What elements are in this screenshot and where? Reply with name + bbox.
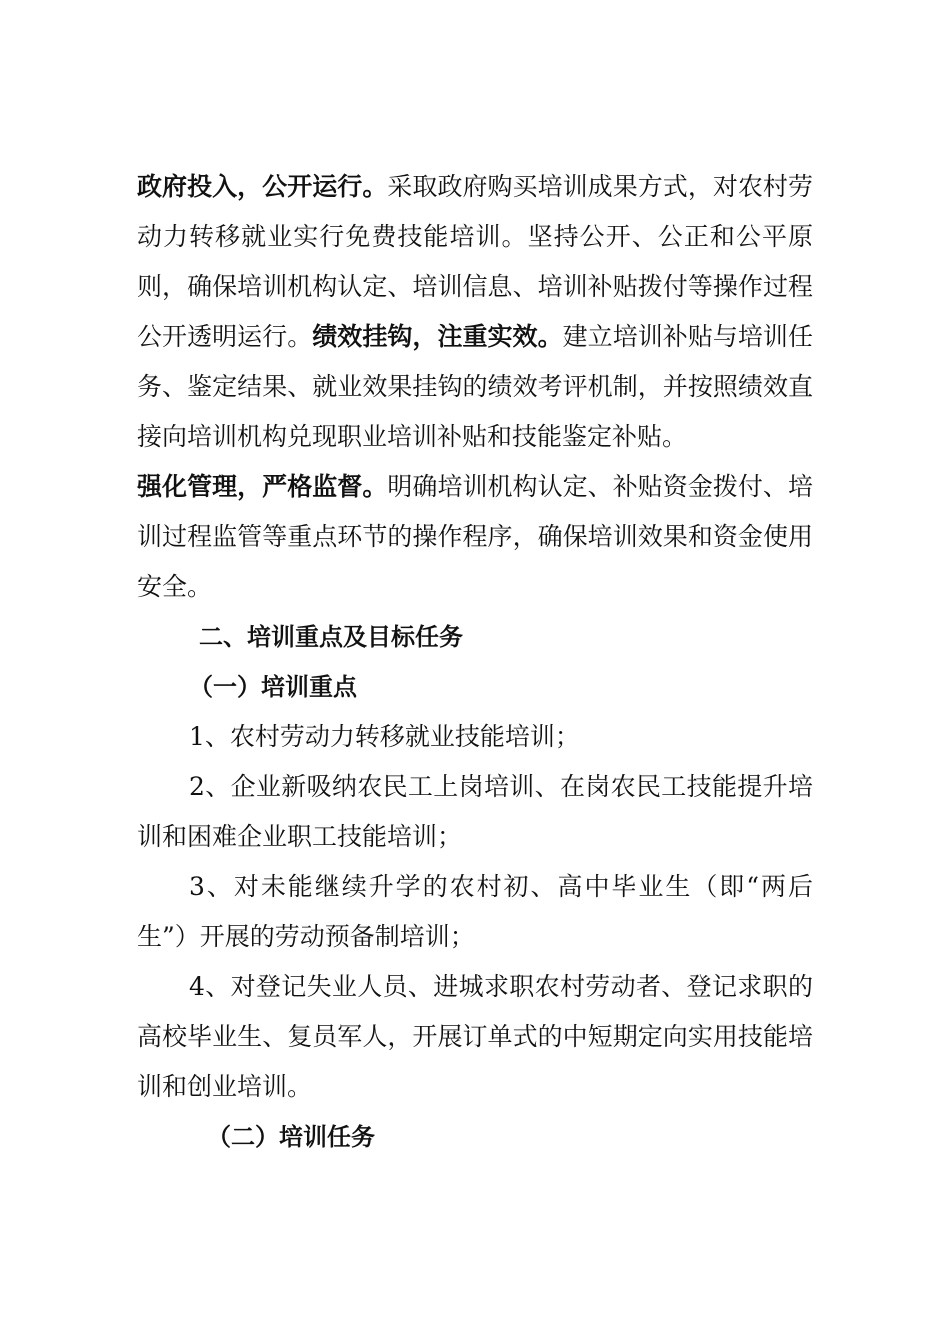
list-item: 2、企业新吸纳农民工上岗培训、在岗农民工技能提升培训和困难企业职工技能培训； (137, 772, 813, 851)
text-performance-link: 建立培训补贴与培训任务、鉴定结果、就业效果挂钩的绩效考评机制，并按照绩效直接向培训机构兑现职业培训补贴和技能鉴定补贴。 (137, 322, 813, 451)
lead-performance-link: 绩效挂钩，注重实效。 (312, 322, 563, 351)
text-strengthen-management: 明确培训机构认定、补贴资金拨付、培训过程监管等重点环节的操作程序，确保培训效果和资金使用安全。 (137, 472, 813, 601)
paragraph-principles (137, 162, 813, 462)
list-item: 1、农村劳动力转移就业技能培训； (189, 722, 580, 751)
list-item: 3、对未能继续升学的农村初、高中毕业生（即“两后生”）开展的劳动预备制培训； (137, 872, 813, 951)
lead-government-investment: 政府投入，公开运行。 (137, 172, 388, 201)
subsection-heading-tasks: （二）培训任务 (207, 1123, 375, 1151)
lead-strengthen-management: 强化管理，严格监督。 (137, 472, 388, 501)
section-heading-training-focus: 二、培训重点及目标任务 (199, 623, 463, 651)
text-government-investment: 采取政府购买培训成果方式，对农村劳动力转移就业实行免费技能培训。坚持公开、公正和公平原则，确保培训机构认定、培训信息、培训补贴拨付等操作过程公开透明运行。 (137, 172, 813, 351)
paragraph-supervision (137, 462, 813, 612)
document-body (137, 162, 813, 1162)
list-item: 4、对登记失业人员、进城求职农村劳动者、登记求职的高校毕业生、复员军人，开展订单式的中短期定向实用技能培训和创业培训。 (137, 972, 813, 1101)
subsection-heading-focus: （一）培训重点 (189, 673, 357, 701)
